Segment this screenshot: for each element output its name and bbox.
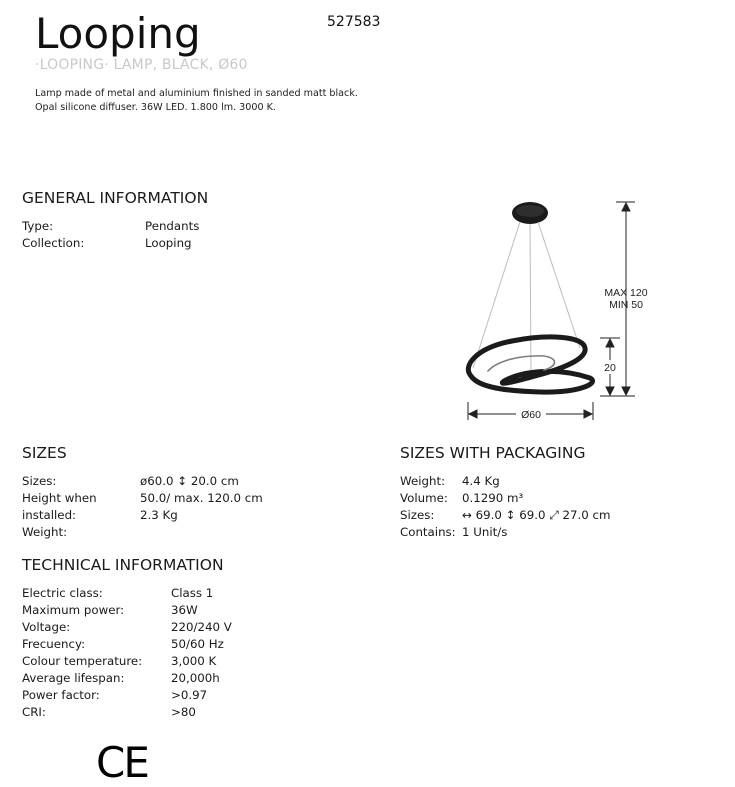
- tech-label-cri: CRI:: [22, 705, 46, 719]
- tech-label-colour-temperature: Colour temperature:: [22, 654, 143, 668]
- sizes-label-weight: Weight:: [22, 525, 68, 539]
- general-info-table: [22, 218, 322, 258]
- height-range-max-label: MAX 120: [604, 287, 648, 299]
- tech-value-cri: >80: [171, 705, 196, 719]
- tech-value-frequency: 50/60 Hz: [171, 637, 224, 651]
- general-label-type: Type:: [22, 219, 54, 233]
- tech-label-frequency: Frecuency:: [22, 637, 86, 651]
- product-reference: 527583: [327, 14, 381, 30]
- height-range-min-label: MIN 50: [609, 299, 643, 311]
- tech-value-maximum-power: 36W: [171, 603, 198, 617]
- packaging-value-sizes: ↔ 69.0 ↕ 69.0 ⤢ 27.0 cm: [462, 508, 611, 522]
- general-label-collection: Collection:: [22, 236, 85, 250]
- sizes-heading: SIZES: [22, 444, 67, 462]
- sizes-label-height-line2: installed:: [22, 508, 77, 522]
- sizes-value-sizes: ø60.0 ↕ 20.0 cm: [140, 474, 239, 488]
- tech-value-voltage: 220/240 V: [171, 620, 232, 634]
- tech-label-power-factor: Power factor:: [22, 688, 100, 702]
- packaging-label-contains: Contains:: [400, 525, 456, 539]
- packaging-heading: SIZES WITH PACKAGING: [400, 444, 586, 462]
- product-subtitle: ·LOOPING· LAMP, BLACK, Ø60: [35, 57, 248, 73]
- tech-value-electric-class: Class 1: [171, 586, 214, 600]
- general-value-collection: Looping: [145, 236, 192, 250]
- packaging-table: [400, 473, 720, 543]
- tech-label-maximum-power: Maximum power:: [22, 603, 125, 617]
- ce-mark: CE: [96, 738, 148, 787]
- product-description: [35, 87, 358, 115]
- sizes-value-height: 50.0/ max. 120.0 cm: [140, 491, 263, 505]
- tech-label-average-lifespan: Average lifespan:: [22, 671, 125, 685]
- sizes-value-weight: 2.3 Kg: [140, 508, 178, 522]
- suspension-cables: [473, 222, 580, 376]
- packaging-label-volume: Volume:: [400, 491, 448, 505]
- tech-value-colour-temperature: 3,000 K: [171, 654, 217, 668]
- packaging-value-contains: 1 Unit/s: [462, 525, 508, 539]
- tech-label-electric-class: Electric class:: [22, 586, 103, 600]
- description-line-1: Lamp made of metal and aluminium finished in sanded matt black.: [35, 88, 358, 99]
- description-line-2: Opal silicone diffuser. 36W LED. 1.800 lm. 3000 K.: [35, 102, 276, 113]
- ring-height-label: 20: [604, 362, 616, 374]
- packaging-label-weight: Weight:: [400, 474, 446, 488]
- general-value-type: Pendants: [145, 219, 200, 233]
- tech-value-average-lifespan: 20,000h: [171, 671, 220, 685]
- tech-value-power-factor: >0.97: [171, 688, 208, 702]
- tech-label-voltage: Voltage:: [22, 620, 71, 634]
- technical-table: [22, 585, 362, 725]
- sizes-label-height-line1: Height when: [22, 491, 97, 505]
- sizes-table: [22, 473, 362, 543]
- technical-heading: TECHNICAL INFORMATION: [22, 556, 224, 574]
- lamp-dimension-diagram: [440, 190, 690, 430]
- packaging-value-volume: 0.1290 m³: [462, 491, 524, 505]
- product-title: Looping: [35, 9, 201, 58]
- packaging-label-sizes: Sizes:: [400, 508, 435, 522]
- sizes-label-sizes: Sizes:: [22, 474, 57, 488]
- packaging-value-weight: 4.4 Kg: [462, 474, 500, 488]
- general-info-heading: GENERAL INFORMATION: [22, 189, 209, 207]
- diameter-label: Ø60: [521, 409, 541, 421]
